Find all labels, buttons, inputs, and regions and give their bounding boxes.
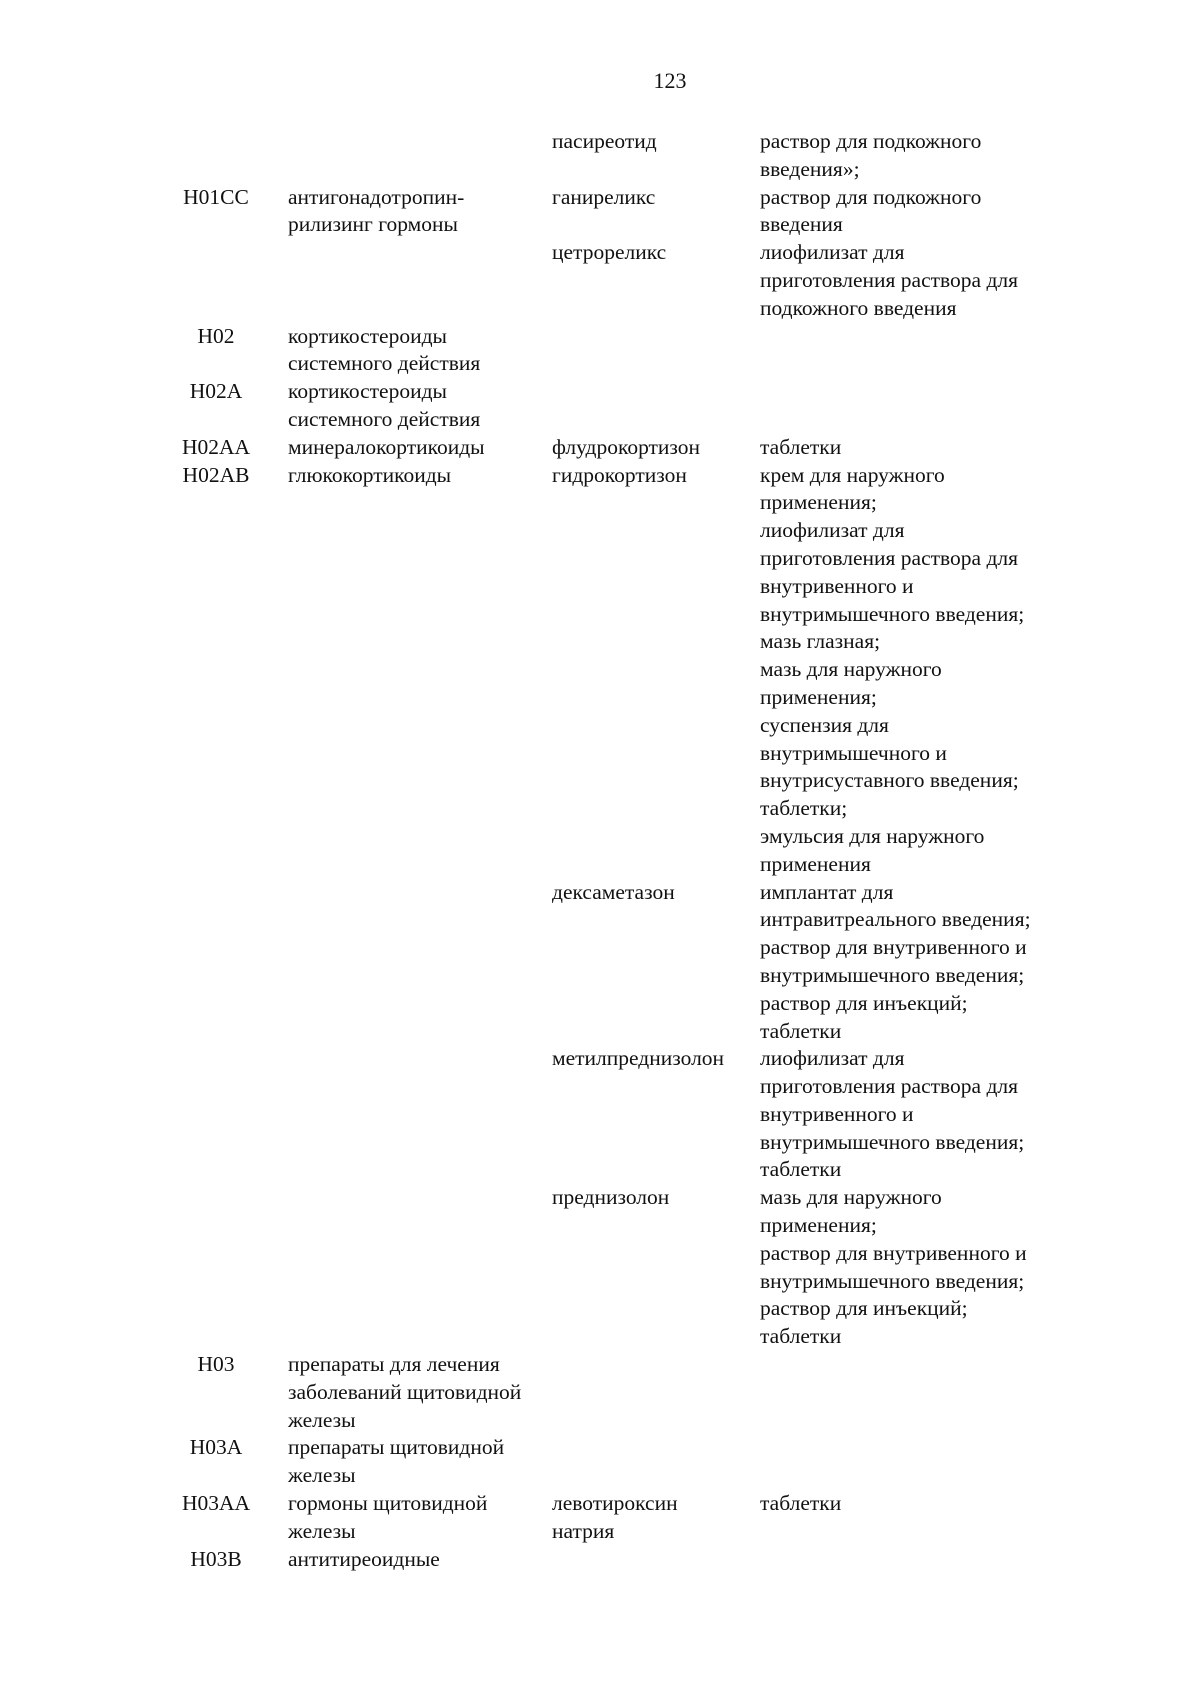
- dosage-form-cell: [760, 323, 1060, 379]
- dosage-form-line: мазь для наружного: [760, 657, 942, 682]
- dosage-form-line: таблетки: [760, 434, 842, 459]
- atc-code-cell: [170, 462, 262, 879]
- group-name-cell: [262, 1434, 552, 1490]
- atc-code-line: H01CC: [183, 184, 249, 209]
- table-row: [170, 1546, 1150, 1574]
- dosage-form-line: раствор для инъекций;: [760, 990, 968, 1015]
- group-name-line: минералокортикоиды: [288, 434, 485, 459]
- drug-name-cell: [552, 1045, 760, 1184]
- dosage-form-line: внутримышечного введения;: [760, 1129, 1025, 1154]
- table-row: [170, 1434, 1150, 1490]
- atc-code-cell: [170, 239, 262, 322]
- drug-name-cell: [552, 1351, 760, 1434]
- atc-code-line: H03: [197, 1352, 235, 1377]
- drug-name-line: ганиреликс: [552, 184, 656, 209]
- dosage-form-line: таблетки: [760, 1491, 842, 1516]
- group-name-cell: [262, 1045, 552, 1184]
- group-name-line: железы: [288, 1407, 356, 1432]
- table-row: [170, 434, 1150, 462]
- table-row: [170, 1045, 1150, 1184]
- dosage-form-line: применения: [760, 851, 871, 876]
- drug-name-line: преднизолон: [552, 1185, 670, 1210]
- dosage-form-line: мазь глазная;: [760, 629, 881, 654]
- dosage-form-line: мазь для наружного: [760, 1185, 942, 1210]
- drug-name-cell: [552, 1546, 760, 1574]
- table-row: [170, 879, 1150, 1046]
- dosage-form-line: внутримышечного введения;: [760, 1268, 1025, 1293]
- group-name-line: рилизинг гормоны: [288, 212, 458, 237]
- dosage-form-line: раствор для внутривенного и: [760, 1240, 1027, 1265]
- dosage-form-cell: [760, 184, 1060, 240]
- dosage-form-line: суспензия для: [760, 712, 889, 737]
- atc-code-cell: [170, 184, 262, 240]
- dosage-form-line: крем для наружного: [760, 462, 945, 487]
- dosage-form-line: применения;: [760, 684, 877, 709]
- group-name-line: железы: [288, 1518, 356, 1543]
- atc-code-cell: [170, 128, 262, 184]
- dosage-form-line: внутримышечного и: [760, 740, 947, 765]
- group-name-cell: [262, 239, 552, 322]
- dosage-form-cell: [760, 1434, 1060, 1490]
- drug-name-cell: [552, 184, 760, 240]
- group-name-line: препараты для лечения: [288, 1352, 500, 1377]
- dosage-form-line: таблетки;: [760, 796, 848, 821]
- dosage-form-line: раствор для подкожного: [760, 184, 982, 209]
- group-name-line: железы: [288, 1463, 356, 1488]
- group-name-line: антигонадотропин-: [288, 184, 465, 209]
- dosage-form-line: внутримышечного введения;: [760, 962, 1025, 987]
- drug-name-cell: [552, 1490, 760, 1546]
- atc-code-cell: [170, 1490, 262, 1546]
- dosage-form-line: приготовления раствора для: [760, 267, 1018, 292]
- drug-name-cell: [552, 1184, 760, 1351]
- group-name-cell: [262, 1490, 552, 1546]
- group-name-line: антитиреоидные: [288, 1546, 440, 1571]
- dosage-form-cell: [760, 1045, 1060, 1184]
- atc-code-line: H03AA: [181, 1491, 251, 1516]
- table-row: [170, 1184, 1150, 1351]
- group-name-line: гормоны щитовидной: [288, 1491, 488, 1516]
- dosage-form-line: раствор для инъекций;: [760, 1296, 968, 1321]
- drug-name-line: метилпреднизолон: [552, 1046, 725, 1071]
- group-name-cell: [262, 1546, 552, 1574]
- group-name-line: кортикостероиды: [288, 379, 447, 404]
- dosage-form-line: имплантат для: [760, 879, 894, 904]
- atc-code-line: H02AA: [181, 434, 251, 459]
- drug-name-line: пасиреотид: [552, 129, 657, 153]
- atc-code-line: H03A: [189, 1435, 243, 1460]
- group-name-line: заболеваний щитовидной: [288, 1379, 522, 1404]
- drug-name-cell: [552, 434, 760, 462]
- dosage-form-cell: [760, 128, 1060, 184]
- atc-code-cell: [170, 1045, 262, 1184]
- atc-code-cell: [170, 879, 262, 1046]
- dosage-form-line: приготовления раствора для: [760, 545, 1018, 570]
- group-name-line: системного действия: [288, 351, 481, 376]
- dosage-form-line: раствор для внутривенного и: [760, 935, 1027, 960]
- drug-name-line: гидрокортизон: [552, 462, 687, 487]
- dosage-form-line: лиофилизат для: [760, 1046, 905, 1071]
- group-name-cell: [262, 1184, 552, 1351]
- dosage-form-line: внутривенного и: [760, 573, 914, 598]
- dosage-form-line: таблетки: [760, 1018, 842, 1043]
- table-row: [170, 184, 1150, 240]
- drug-name-cell: [552, 462, 760, 879]
- dosage-form-cell: [760, 462, 1060, 879]
- atc-code-cell: [170, 1184, 262, 1351]
- dosage-form-line: таблетки: [760, 1324, 842, 1349]
- dosage-form-line: введения»;: [760, 156, 860, 181]
- dosage-form-line: введения: [760, 212, 843, 237]
- group-name-cell: [262, 434, 552, 462]
- dosage-form-cell: [760, 1546, 1060, 1574]
- group-name-cell: [262, 378, 552, 434]
- dosage-form-line: внутримышечного введения;: [760, 601, 1025, 626]
- dosage-form-line: лиофилизат для: [760, 518, 905, 543]
- group-name-line: препараты щитовидной: [288, 1435, 505, 1460]
- dosage-form-cell: [760, 879, 1060, 1046]
- atc-code-line: H02AB: [182, 462, 250, 487]
- group-name-line: кортикостероиды: [288, 323, 447, 348]
- dosage-form-line: раствор для подкожного: [760, 129, 982, 153]
- dosage-form-cell: [760, 1490, 1060, 1546]
- atc-code-line: H03B: [190, 1546, 242, 1571]
- atc-code-cell: [170, 323, 262, 379]
- dosage-form-cell: [760, 434, 1060, 462]
- dosage-form-line: подкожного введения: [760, 295, 957, 320]
- drug-name-line: цетрореликс: [552, 240, 667, 265]
- group-name-cell: [262, 1351, 552, 1434]
- table-row: [170, 378, 1150, 434]
- table-row: [170, 1351, 1150, 1434]
- group-name-line: глюкокортикоиды: [288, 462, 452, 487]
- atc-code-cell: [170, 378, 262, 434]
- dosage-form-line: приготовления раствора для: [760, 1074, 1018, 1099]
- dosage-form-cell: [760, 239, 1060, 322]
- dosage-form-line: эмульсия для наружного: [760, 823, 985, 848]
- drug-name-cell: [552, 879, 760, 1046]
- drug-name-line: флудрокортизон: [552, 434, 701, 459]
- table-row: [170, 128, 1150, 184]
- atc-code-cell: [170, 1351, 262, 1434]
- dosage-form-line: внутрисуставного введения;: [760, 768, 1019, 793]
- atc-code-cell: [170, 1434, 262, 1490]
- drug-table: [170, 128, 1150, 1573]
- dosage-form-line: применения;: [760, 1213, 877, 1238]
- drug-name-line: натрия: [552, 1518, 615, 1543]
- dosage-form-line: таблетки: [760, 1157, 842, 1182]
- group-name-cell: [262, 184, 552, 240]
- drug-name-line: левотироксин: [552, 1491, 678, 1516]
- dosage-form-line: интравитреального введения;: [760, 907, 1031, 932]
- drug-name-line: дексаметазон: [552, 879, 675, 904]
- table-row: [170, 323, 1150, 379]
- drug-name-cell: [552, 239, 760, 322]
- group-name-cell: [262, 323, 552, 379]
- dosage-form-line: внутривенного и: [760, 1101, 914, 1126]
- table-row: [170, 1490, 1150, 1546]
- atc-code-cell: [170, 434, 262, 462]
- page-number: 123: [653, 68, 687, 93]
- dosage-form-cell: [760, 378, 1060, 434]
- drug-name-cell: [552, 1434, 760, 1490]
- drug-name-cell: [552, 378, 760, 434]
- group-name-cell: [262, 879, 552, 1046]
- atc-code-line: H02: [197, 323, 235, 348]
- atc-code-line: H02A: [189, 379, 243, 404]
- drug-name-cell: [552, 128, 760, 184]
- dosage-form-line: лиофилизат для: [760, 240, 905, 265]
- drug-name-cell: [552, 323, 760, 379]
- dosage-form-cell: [760, 1184, 1060, 1351]
- atc-code-cell: [170, 1546, 262, 1574]
- dosage-form-cell: [760, 1351, 1060, 1434]
- table-row: [170, 239, 1150, 322]
- dosage-form-line: применения;: [760, 490, 877, 515]
- group-name-cell: [262, 128, 552, 184]
- group-name-line: системного действия: [288, 406, 481, 431]
- table-row: [170, 462, 1150, 879]
- group-name-cell: [262, 462, 552, 879]
